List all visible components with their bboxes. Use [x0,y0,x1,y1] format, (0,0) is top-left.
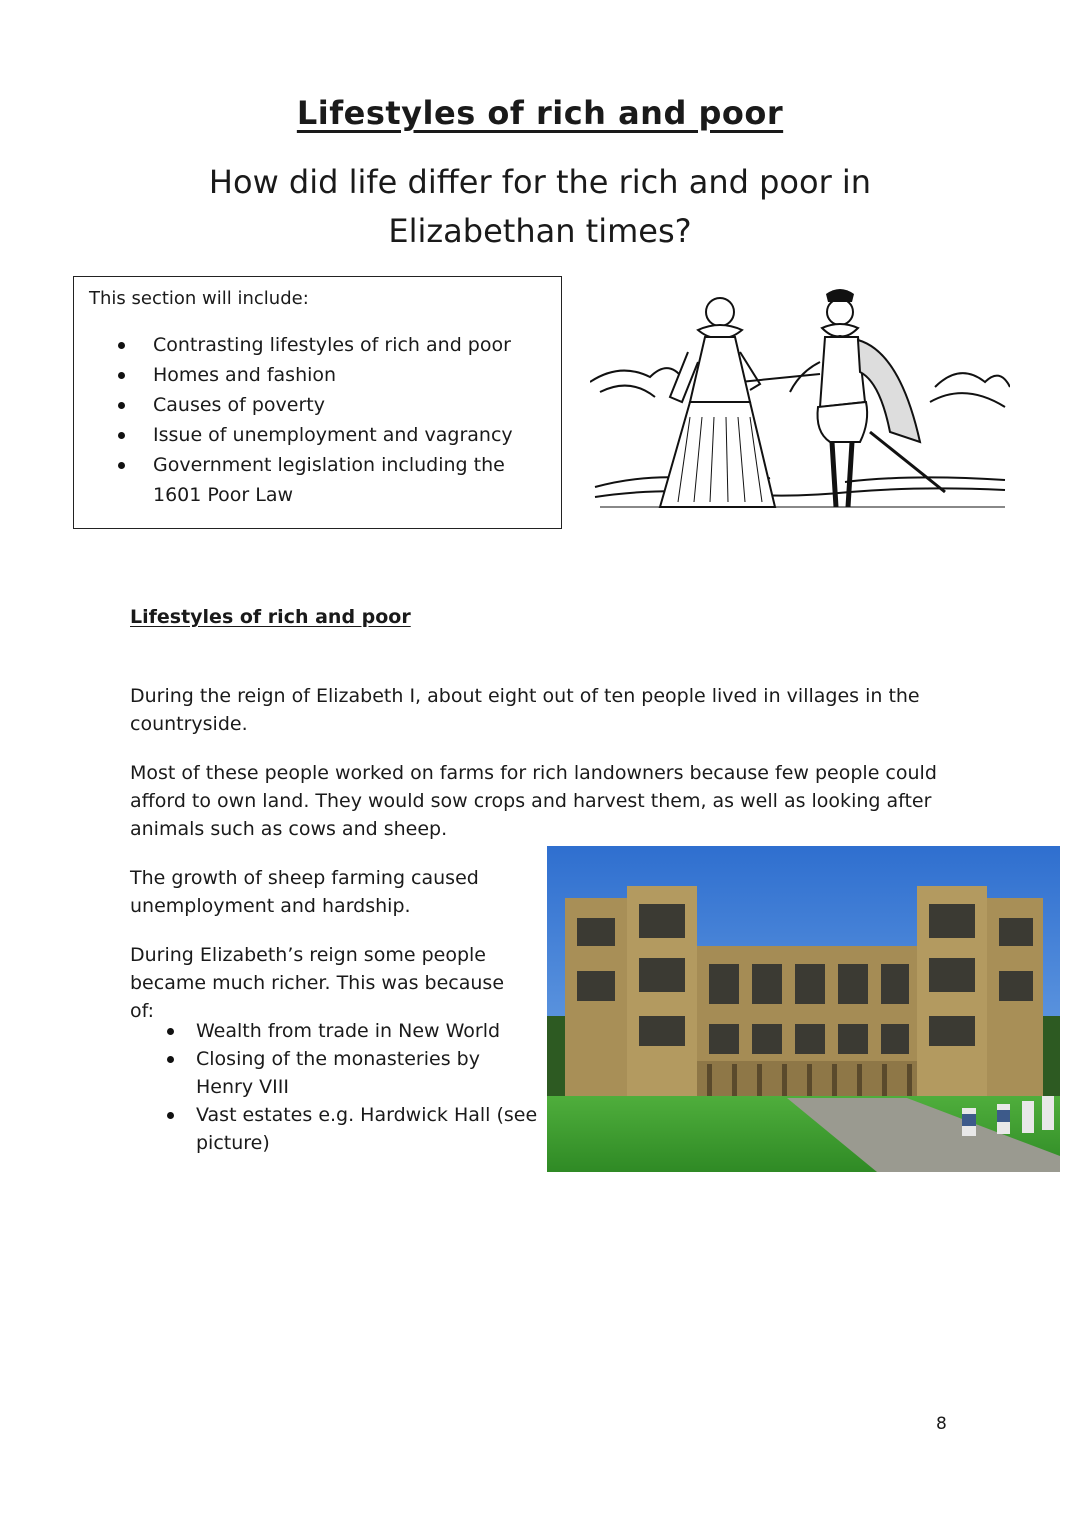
gentleman-figure [790,289,945,507]
list-item-text: Government legislation including the 1601 Poor Law [153,454,505,506]
list-item [110,390,550,420]
list-item [110,420,550,450]
paragraph-richer: During Elizabeth’s reign some people became much richer. This was because of: [130,944,505,1022]
list-item-text: Homes and fashion [153,364,337,386]
includes-list [110,330,550,510]
section-heading: Lifestyles of rich and poor [130,606,411,628]
section-includes-box [73,276,562,529]
paragraph-villages: During the reign of Elizabeth I, about eight out of ten people lived in villages in the countryside. [130,685,920,735]
list-item-text: Vast estates e.g. Hardwick Hall (see picture) [196,1104,538,1154]
bullet-icon [167,1028,174,1035]
page-question: How did life differ for the rich and poor in Elizabethan times? [208,163,872,250]
lady-figure [660,298,775,507]
list-item-text: Wealth from trade in New World [196,1020,501,1042]
list-item-text: Issue of unemployment and vagrancy [153,424,513,446]
bullet-icon [118,402,125,409]
list-item [160,1045,540,1101]
reasons-list [160,1017,540,1157]
list-item-text: Causes of poverty [153,394,325,416]
bullet-icon [118,462,125,469]
list-item [160,1017,540,1045]
bullet-icon [167,1112,174,1119]
bullet-icon [118,372,125,379]
list-item [110,330,550,360]
woodcut-illustration [590,282,1010,527]
bullet-icon [118,432,125,439]
hardwick-hall-photo [547,846,1060,1172]
page-number: 8 [936,1414,947,1434]
bullet-icon [118,342,125,349]
bullet-icon [167,1056,174,1063]
list-item-text: Contrasting lifestyles of rich and poor [153,334,511,356]
page-title: Lifestyles of rich and poor [296,94,784,132]
list-item-text: Closing of the monasteries by Henry VIII [196,1048,480,1098]
includes-heading: This section will include: [89,288,309,309]
paragraph-farms: Most of these people worked on farms for rich landowners because few people could afford to own land. They would sow crops and harvest them, as well as looking after animals such as cows and sheep. [130,762,937,840]
paragraph-sheep-farming: The growth of sheep farming caused unemployment and hardship. [130,867,479,917]
list-item [160,1101,540,1157]
list-item [110,450,550,510]
list-item [110,360,550,390]
